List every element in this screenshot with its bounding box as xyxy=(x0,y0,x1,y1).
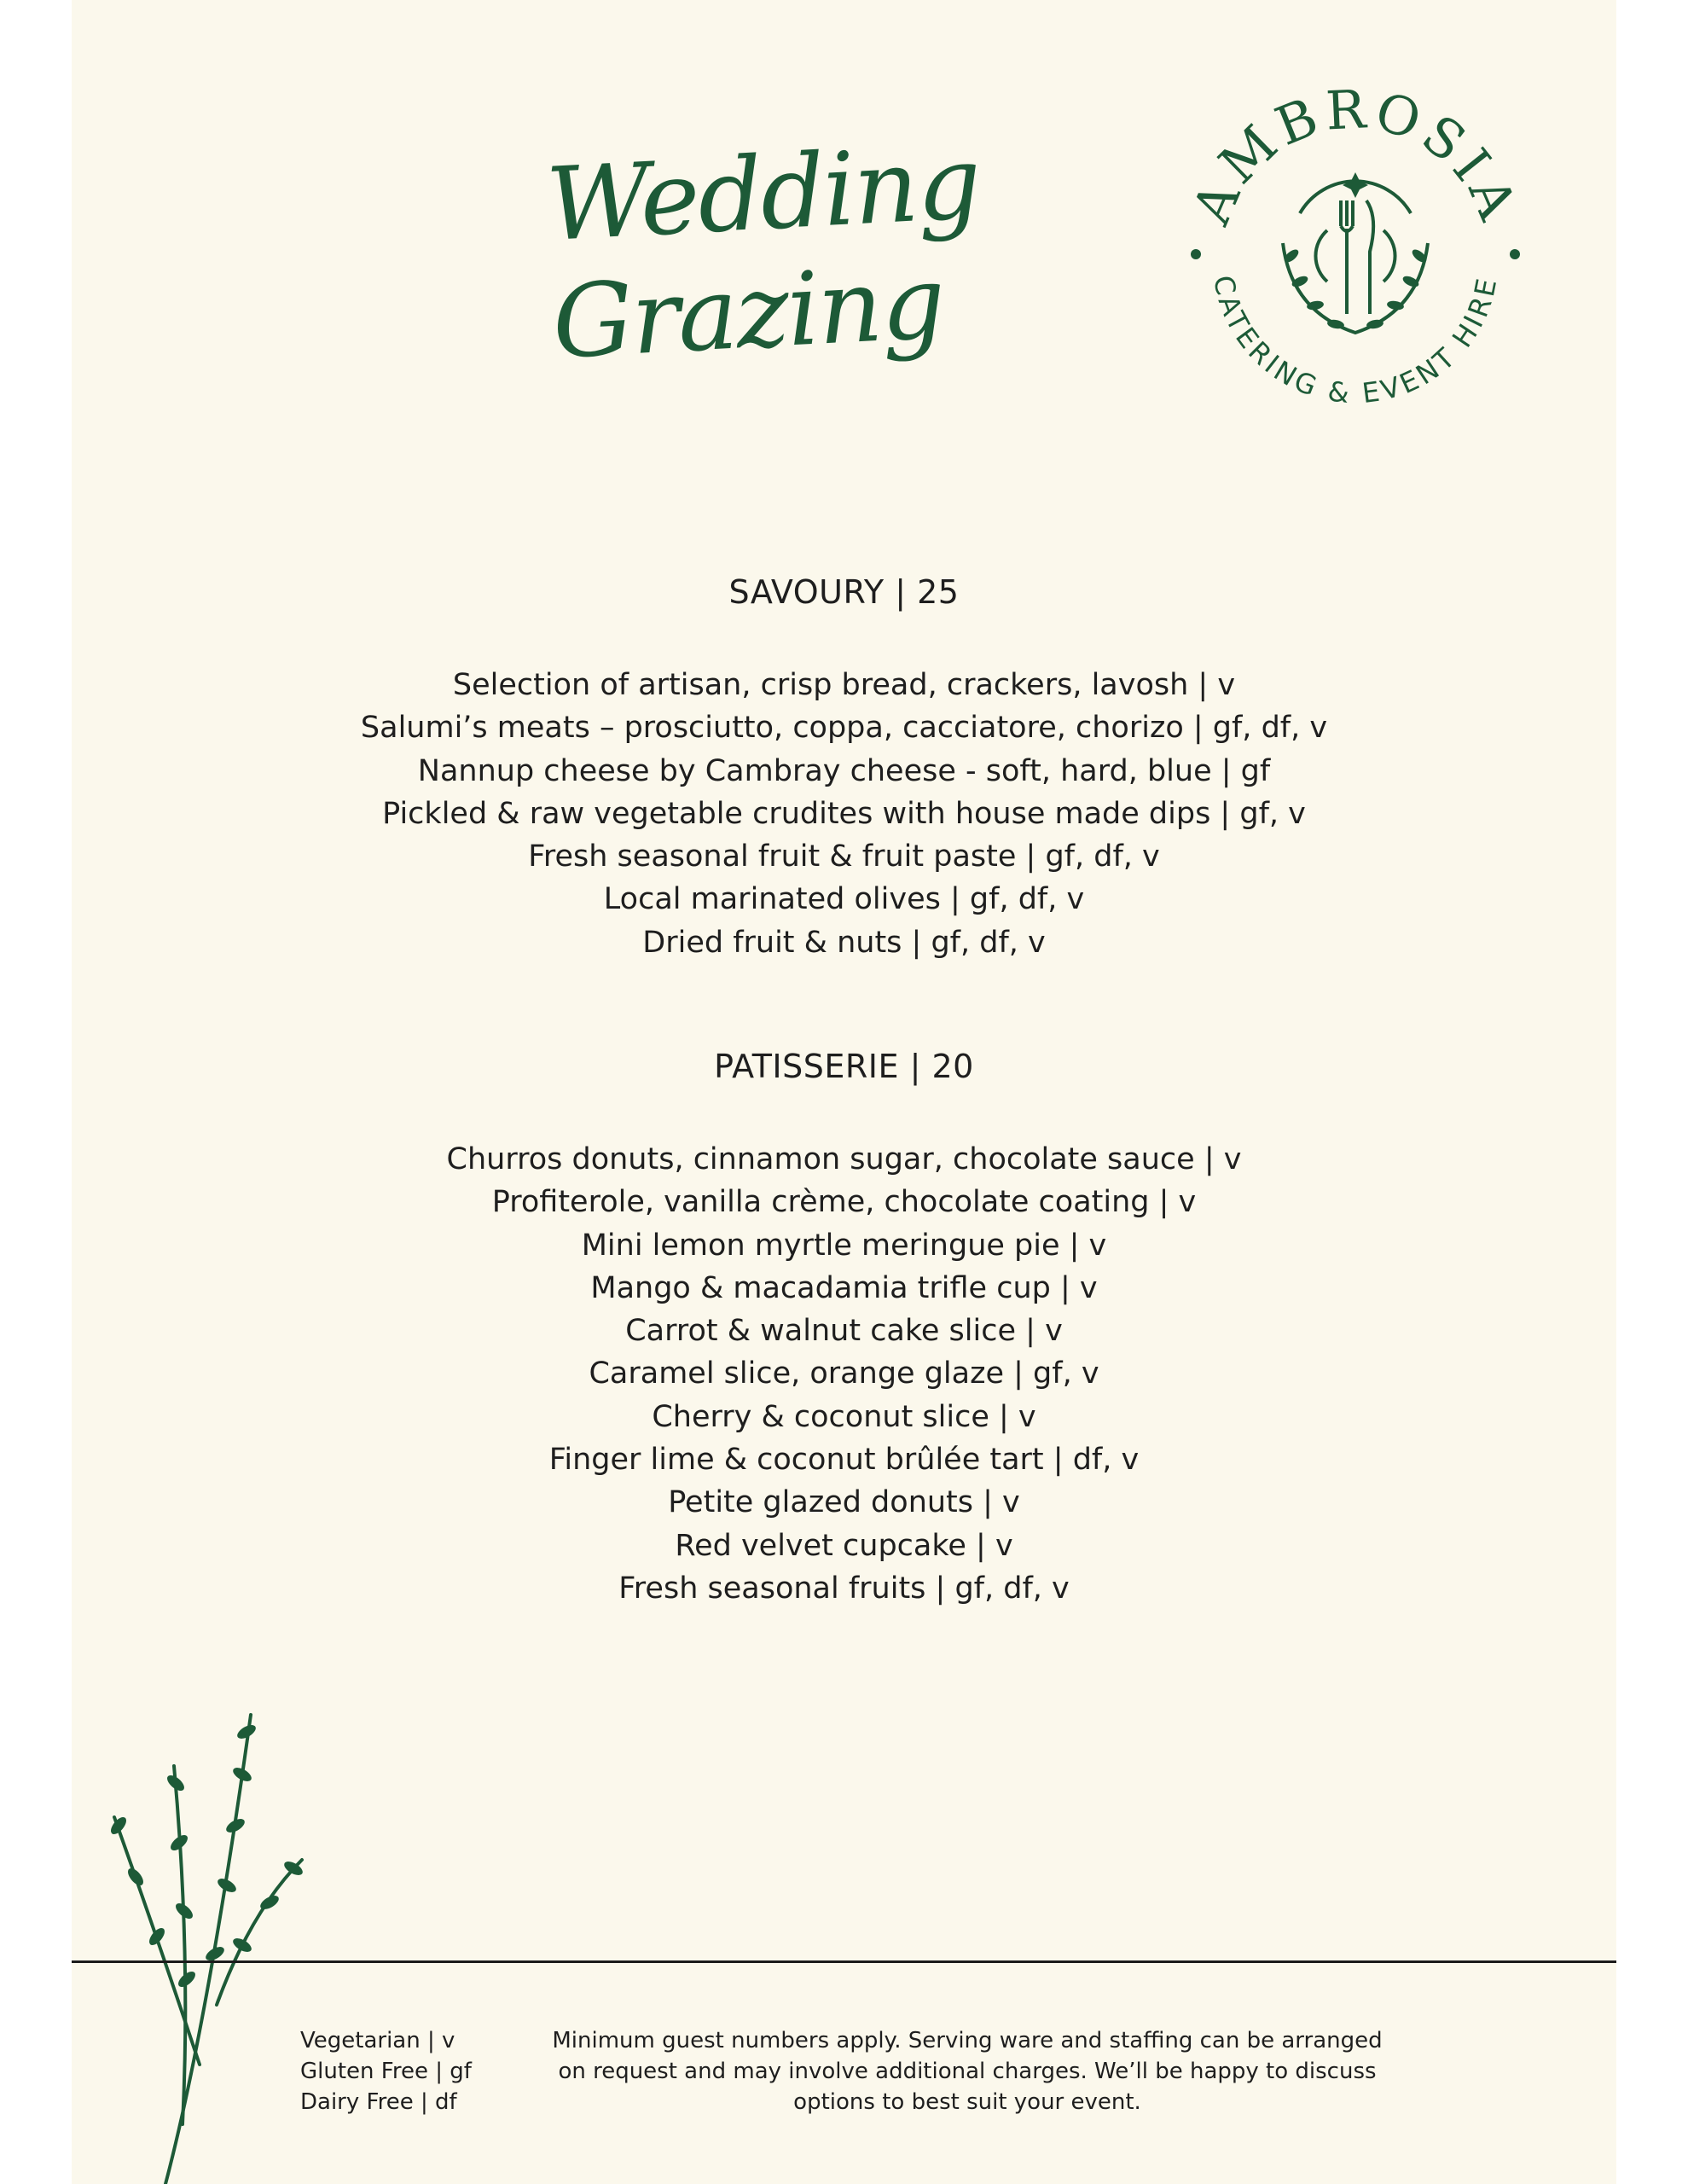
ambrosia-logo xyxy=(1172,77,1539,435)
legend-item: Gluten Free | gf xyxy=(300,2059,472,2084)
list-item: Nannup cheese by Cambray cheese - soft, hard, blue | gf xyxy=(417,753,1271,788)
list-item: Churros donuts, cinnamon sugar, chocolate sauce | v xyxy=(446,1142,1242,1176)
list-item: Finger lime & coconut brûlée tart | df, v xyxy=(548,1443,1140,1478)
list-item: Salumi’s meats – prosciutto, coppa, cacciatore, chorizo | gf, df, v xyxy=(360,711,1328,746)
list-item: Local marinated olives | gf, df, v xyxy=(603,882,1085,917)
savoury-heading: SAVOURY | 25 xyxy=(728,573,960,611)
list-item: Mini lemon myrtle meringue pie | v xyxy=(581,1228,1107,1263)
list-item: Dried fruit & nuts | gf, df, v xyxy=(642,925,1046,960)
fork-knife-wreath-icon xyxy=(1283,172,1428,333)
menu-title: Wedding Grazing xyxy=(543,123,983,381)
herb-sprig-icon xyxy=(80,1698,336,2184)
savoury-list xyxy=(72,664,1616,964)
list-item: Cherry & coconut slice | v xyxy=(652,1399,1036,1434)
list-item: Selection of artisan, crisp bread, crackers, lavosh | v xyxy=(452,668,1236,702)
menu-page xyxy=(72,0,1616,2184)
svg-text:AMBROSIA: AMBROSIA xyxy=(1180,78,1531,233)
list-item: Profiterole, vanilla crème, chocolate coating | v xyxy=(491,1185,1197,1220)
list-item: Mango & macadamia trifle cup | v xyxy=(590,1270,1098,1305)
dietary-legend xyxy=(300,2025,472,2117)
legend-item: Dairy Free | df xyxy=(300,2089,457,2115)
legend-item: Vegetarian | v xyxy=(300,2028,455,2053)
list-item: Caramel slice, orange glaze | gf, v xyxy=(589,1356,1099,1391)
list-item: Fresh seasonal fruits | gf, df, v xyxy=(618,1571,1070,1606)
footer-divider xyxy=(72,1960,1616,1963)
patisserie-list xyxy=(72,1138,1616,1610)
list-item: Pickled & raw vegetable crudites with house made dips | gf, v xyxy=(382,796,1306,831)
svg-text:CATERING & EVENT HIRE: CATERING & EVENT HIRE xyxy=(1206,272,1505,410)
list-item: Petite glazed donuts | v xyxy=(668,1485,1020,1520)
list-item: Carrot & walnut cake slice | v xyxy=(625,1314,1063,1349)
list-item: Red velvet cupcake | v xyxy=(675,1528,1013,1563)
patisserie-heading: PATISSERIE | 20 xyxy=(714,1048,974,1085)
list-item: Fresh seasonal fruit & fruit paste | gf, df, v xyxy=(528,839,1160,874)
footer-note: Minimum guest numbers apply. Serving ware and staffing can be arranged on request and may involve additional charges. We’ll be happy to discuss options to best suit your event. xyxy=(552,2028,1383,2115)
